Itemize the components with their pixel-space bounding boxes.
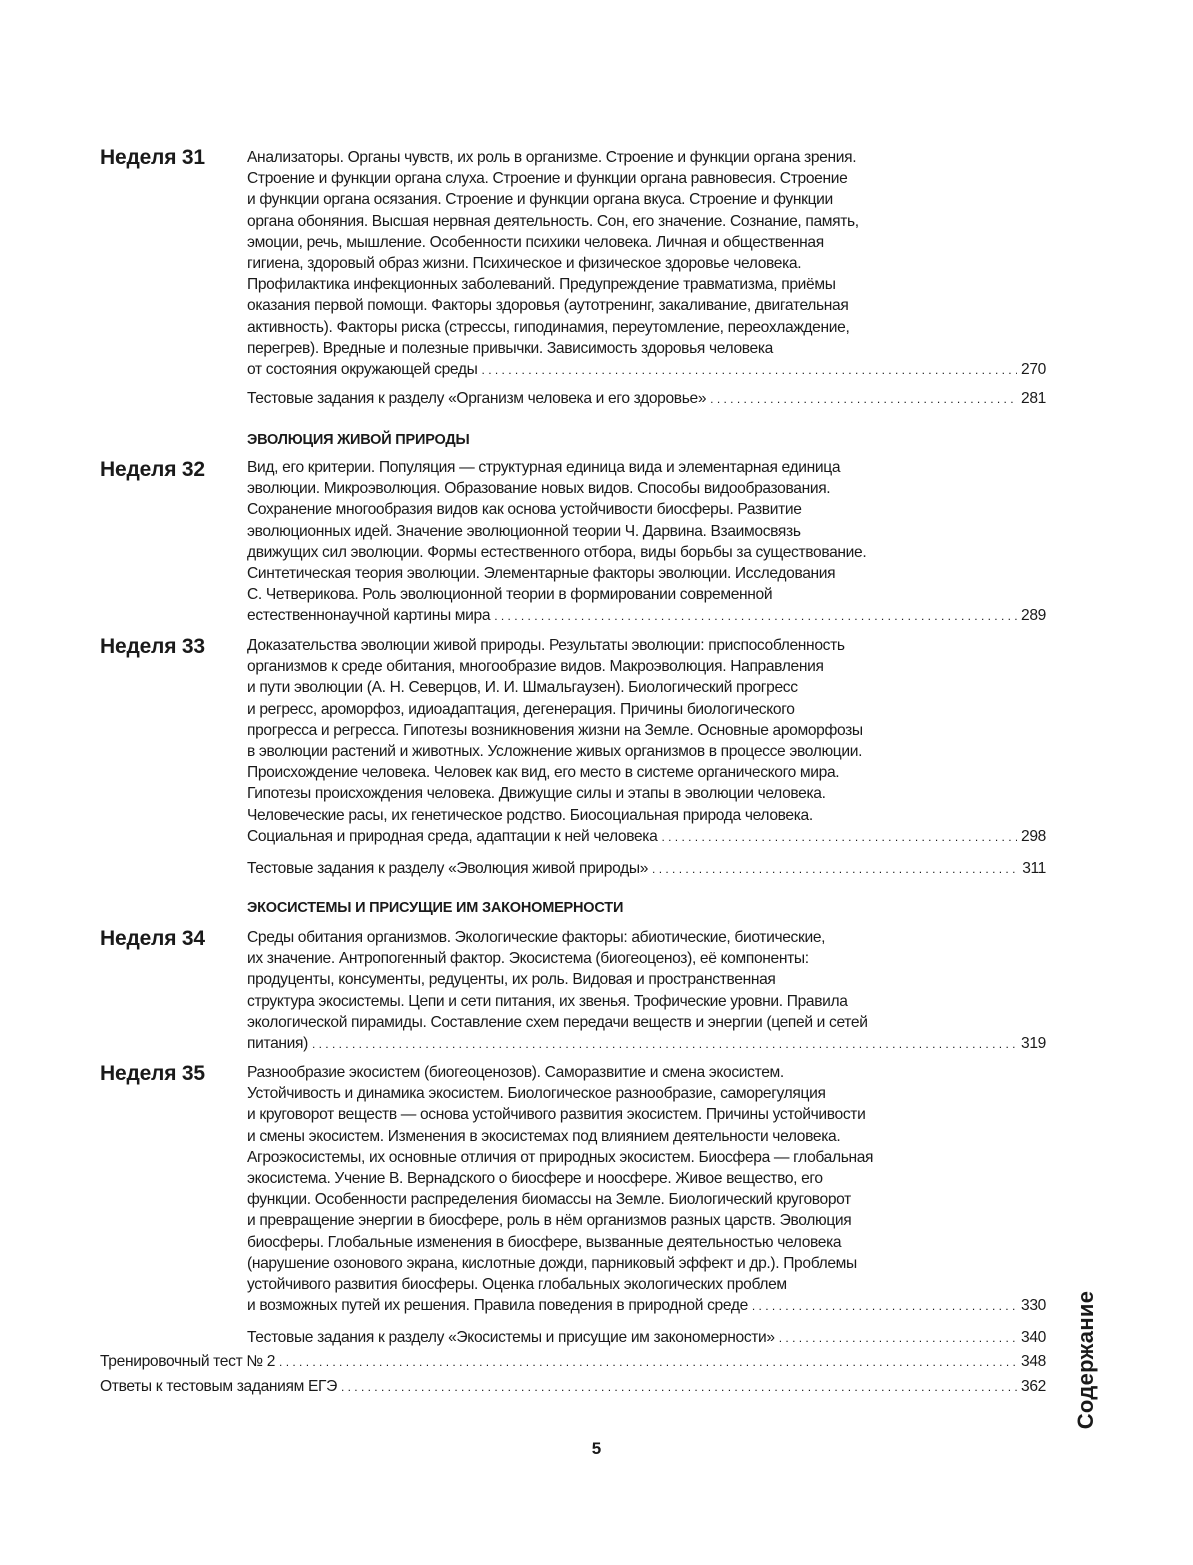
week-33-text: Доказательства эволюции живой природы. Результаты эволюции: приспособленность организмов к среде обитания, многообразие видов. Макроэволюция. Направления и пути эволюции (А. Н. Северцов, И. И. Шмальгаузен). Биологический прогресс и регресс, ароморфоз, идиоадаптация, дегенерация. Причины биологического прогресса и регресса. Гипотезы возникновения жизни на Земле. Основные ароморфозы в эволюции растений и животных. Усложнение живых организмов в процессе эволюции. Происхождение человека. Человек как вид, его место в системе органического мира. Гипотезы происхождения человека. Движущие силы и этапы в эволюции человека. Человеческие расы, их генетическое родство. Биосоциальная природа человека.	[247, 637, 863, 824]
page-ref: 289	[1021, 607, 1046, 625]
dot-leader	[312, 1033, 1017, 1055]
week-32-toc-line: естественнонаучной картины мира . . . 289	[247, 605, 1046, 627]
side-running-title: Содержание	[1073, 1290, 1098, 1430]
week-34-entry	[247, 927, 1046, 1055]
week-32-text: Вид, его критерии. Популяция — структурная единица вида и элементарная единица эволюции. Микроэволюция. Образование новых видов. Способы видообразования. Сохранение многообразия видов как основа устойчивости биосферы. Развитие эволюционных идей. Значение эволюционной теории Ч. Дарвина. Взаимосвязь движущих сил эволюции. Формы естественного отбора, виды борьбы за существование. Синтетическая теория эволюции. Элементарные факторы эволюции. Исследования С. Четверикова. Роль эволюционной теории в формировании современной	[247, 459, 867, 604]
dot-leader	[652, 858, 1018, 880]
dot-leader	[341, 1376, 1017, 1398]
week-31-entry	[247, 147, 1046, 381]
page-ref: 298	[1021, 827, 1046, 845]
dot-leader	[279, 1351, 1017, 1373]
page-ref: 311	[1022, 860, 1046, 877]
page-ref: 340	[1021, 1329, 1046, 1346]
training-test-entry: Тренировочный тест № 2 . . . 348	[100, 1351, 1046, 1373]
week-33-label: Неделя 33	[100, 635, 205, 658]
week-32-entry	[247, 457, 1046, 628]
dot-leader	[661, 826, 1017, 848]
dot-leader	[482, 359, 1018, 381]
week-35-text: Разнообразие экосистем (биогеоценозов). Саморазвитие и смена экосистем. Устойчивость и динамика экосистем. Биологическое разнообразие, саморегуляция и круговорот веществ — основа устойчивого развития экосистем. Причины устойчивости и смены экосистем. Изменения в экосистемах под влиянием деятельности человека. Агроэкосистемы, их основные отличия от природных экосистем. Биосфера — глобальная экосистема. Учение В. Вернадского о биосфере и ноосфере. Живое вещество, его функции. Особенности распределения биомассы на Земле. Биологический круговорот и превращение энергии в биосфере, роль в нём организмов разных царств. Эволюция биосферы. Глобальные изменения в биосфере, вызванные деятельностью человека (нарушение озонового экрана, кислотные дожди, парниковый эффект и др.). Проблемы устойчивого развития биосферы. Оценка глобальных экологических проблем	[247, 1064, 874, 1294]
page-ref: 281	[1021, 390, 1046, 407]
week-35-toc-line: и возможных путей их решения. Правила поведения в природной среде . . . 330	[247, 1295, 1046, 1317]
page-ref: 319	[1021, 1035, 1046, 1053]
answers-entry: Ответы к тестовым заданиям ЕГЭ . . . 362	[100, 1376, 1046, 1398]
test-entry-1: Тестовые задания к разделу «Организм человека и его здоровье» . . . 281	[247, 388, 1046, 410]
dot-leader	[779, 1327, 1017, 1349]
test-entry-3: Тестовые задания к разделу «Экосистемы и присущие им закономерности» . . . 340	[247, 1327, 1046, 1349]
week-35-entry	[247, 1062, 1046, 1317]
dot-leader	[752, 1295, 1017, 1317]
page-number: 5	[591, 1439, 602, 1458]
section-heading-ecosystems: ЭКОСИСТЕМЫ И ПРИСУЩИЕ ИМ ЗАКОНОМЕРНОСТИ	[247, 900, 624, 916]
week-32-label: Неделя 32	[100, 458, 205, 481]
dot-leader	[494, 605, 1017, 627]
week-31-toc-line: от состояния окружающей среды . . . 270	[247, 359, 1046, 381]
page-ref: 330	[1021, 1297, 1046, 1315]
week-34-text: Среды обитания организмов. Экологические факторы: абиотические, биотические, их значение. Антропогенный фактор. Экосистема (биогеоценоз), её компоненты: продуценты, консументы, редуценты, их роль. Видовая и пространственная структура экосистемы. Цепи и сети питания, их звенья. Трофические уровни. Правила экологической пирамиды. Составление схем передачи веществ и энергии (цепей и сетей	[247, 929, 868, 1031]
section-heading-evolution: ЭВОЛЮЦИЯ ЖИВОЙ ПРИРОДЫ	[247, 432, 470, 448]
week-33-toc-line: Социальная и природная среда, адаптации к ней человека . . . 298	[247, 826, 1046, 848]
page-ref: 348	[1021, 1353, 1046, 1370]
test-entry-2: Тестовые задания к разделу «Эволюция живой природы» . . . 311	[247, 858, 1046, 880]
week-31-text: Анализаторы. Органы чувств, их роль в организме. Строение и функции органа зрения. Строение и функции органа слуха. Строение и функции органа равновесия. Строение и функции органа осязания. Строение и функции органа вкуса. Строение и функции органа обоняния. Высшая нервная деятельность. Сон, его значение. Сознание, память, эмоции, речь, мышление. Особенности психики человека. Личная и общественная гигиена, здоровый образ жизни. Психическое и физическое здоровье человека. Профилактика инфекционных заболеваний. Предупреждение травматизма, приёмы оказания первой помощи. Факторы здоровья (аутотренинг, закаливание, двигательная активность). Факторы риска (стрессы, гиподинамия, переутомление, переохлаждение, перегрев). Вредные и полезные привычки. Зависимость здоровья человека	[247, 149, 859, 357]
dot-leader	[710, 388, 1017, 410]
page-ref: 270	[1021, 361, 1046, 379]
page-ref: 362	[1021, 1378, 1046, 1395]
week-33-entry	[247, 635, 1046, 848]
week-34-toc-line: питания) . . . 319	[247, 1033, 1046, 1055]
week-34-label: Неделя 34	[100, 927, 205, 950]
week-31-label: Неделя 31	[100, 146, 205, 169]
week-35-label: Неделя 35	[100, 1062, 205, 1085]
